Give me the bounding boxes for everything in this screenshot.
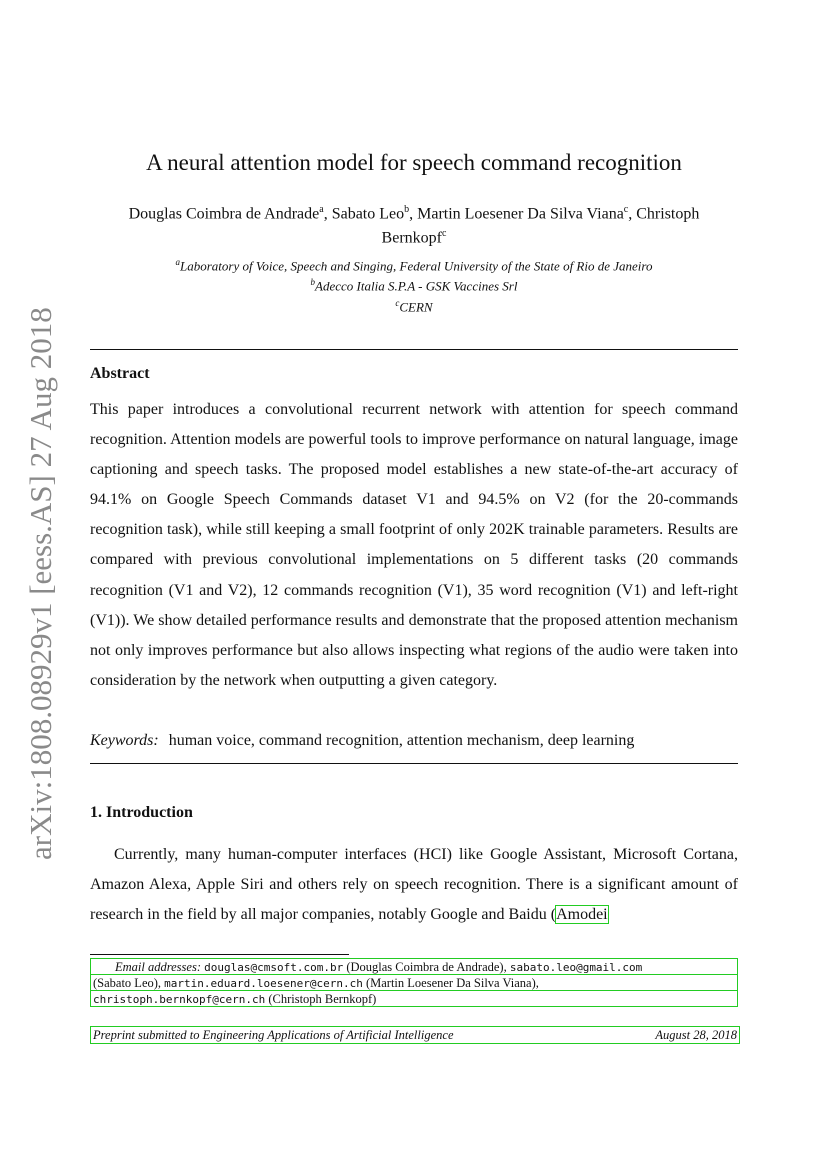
affiliation: $^a$Laboratory of Voice, Speech and Singing, Federal University of the State of Rio de Janeiro — [175, 257, 653, 274]
footnote-label: Email addresses: — [115, 960, 201, 974]
abstract-top-rule — [90, 349, 738, 350]
keywords-text: human voice, command recognition, attention mechanism, deep learning — [168, 732, 635, 749]
preprint-footer[interactable] — [90, 1026, 740, 1044]
preprint-date: August 28, 2018 — [655, 1028, 737, 1042]
introduction-text: Currently, many human-computer interfaces (HCI) like Google Assistant, Microsoft Cortana, Amazon Alexa, Apple Siri and others rely on speech recognition. There is a significant amount of research in the field by all major companies, notably Google and Baidu (Amodei — [90, 846, 738, 924]
author-name: Christoph — [636, 205, 700, 223]
abstract-heading: Abstract — [90, 365, 150, 382]
arxiv-side-stamp: arXiv:1808.08929v1 [eess.AS] 27 Aug 2018 — [23, 307, 58, 860]
keywords-label: Keywords: — [90, 732, 159, 749]
abstract-bottom-rule — [90, 763, 738, 764]
author-name: Sabato Leo — [331, 205, 405, 223]
introduction-heading: 1. Introduction — [90, 804, 193, 821]
author-name: Martin Loesener Da Silva Viana — [417, 205, 624, 223]
author-sup: b — [404, 204, 410, 215]
footnote-emails: Email addresses: douglas@cmsoft.com.br (Douglas Coimbra de Andrade), sabato.leo@gmail.com (Sabato Leo), martin.eduard.loesener@cern.ch (Martin Loesener Da Silva Viana), christoph.bernkopf@cern.ch (Christoph Bernkopf) — [90, 958, 738, 1007]
author-list: Douglas Coimbra de Andrade$^a$, Sabato Leo$^b$, Martin Loesener Da Silva Viana$^c$, Christoph Bernkopf$^c$ — [128, 204, 700, 247]
author-sup: a — [319, 204, 324, 215]
author-name: Bernkopf — [381, 229, 442, 247]
affiliation: $^b$Adecco Italia S.P.A - GSK Vaccines Srl — [310, 277, 518, 294]
email-link[interactable]: sabato.leo@gmail.com — [509, 961, 643, 974]
email-link[interactable]: douglas@cmsoft.com.br — [204, 961, 344, 974]
author-sup: c — [441, 228, 447, 240]
affiliation: $^c$CERN — [395, 297, 433, 314]
preprint-venue: Preprint submitted to Engineering Applications of Artificial Intelligence — [93, 1028, 454, 1042]
affiliation-list — [90, 254, 738, 315]
email-link[interactable]: christoph.bernkopf@cern.ch — [93, 993, 266, 1006]
abstract-text: This paper introduces a convolutional recurrent network with attention for speech command recognition. Attention models are powerful tools to improve performance on natural language, image captioning and speech tasks. The proposed model establishes a new state-of-the-art accuracy of 94.1% on Google Speech Commands dataset V1 and 94.5% on V2 (for the 20-commands recognition task), while still keeping a small footprint of only 202K trainable parameters. Results are compared with previous convolutional implementations on 5 different tasks (20 commands recognition (V1 and V2), 12 commands recognition (V1), 35 word recognition (V1) and left-right (V1)). We show detailed performance results and demonstrate that the proposed attention mechanism not only improves performance but also allows inspecting what regions of the audio were taken into consideration by the network when outputting a given category. — [90, 401, 738, 689]
email-link[interactable]: martin.eduard.loesener@cern.ch — [164, 977, 363, 990]
author-sup: c — [623, 204, 629, 215]
citation-link[interactable]: Amodei — [556, 906, 608, 924]
footnote-rule — [90, 954, 349, 955]
keywords — [90, 730, 738, 752]
author-name: Douglas Coimbra de Andrade — [128, 205, 320, 223]
paper-title: A neural attention model for speech command recognition — [146, 150, 682, 175]
